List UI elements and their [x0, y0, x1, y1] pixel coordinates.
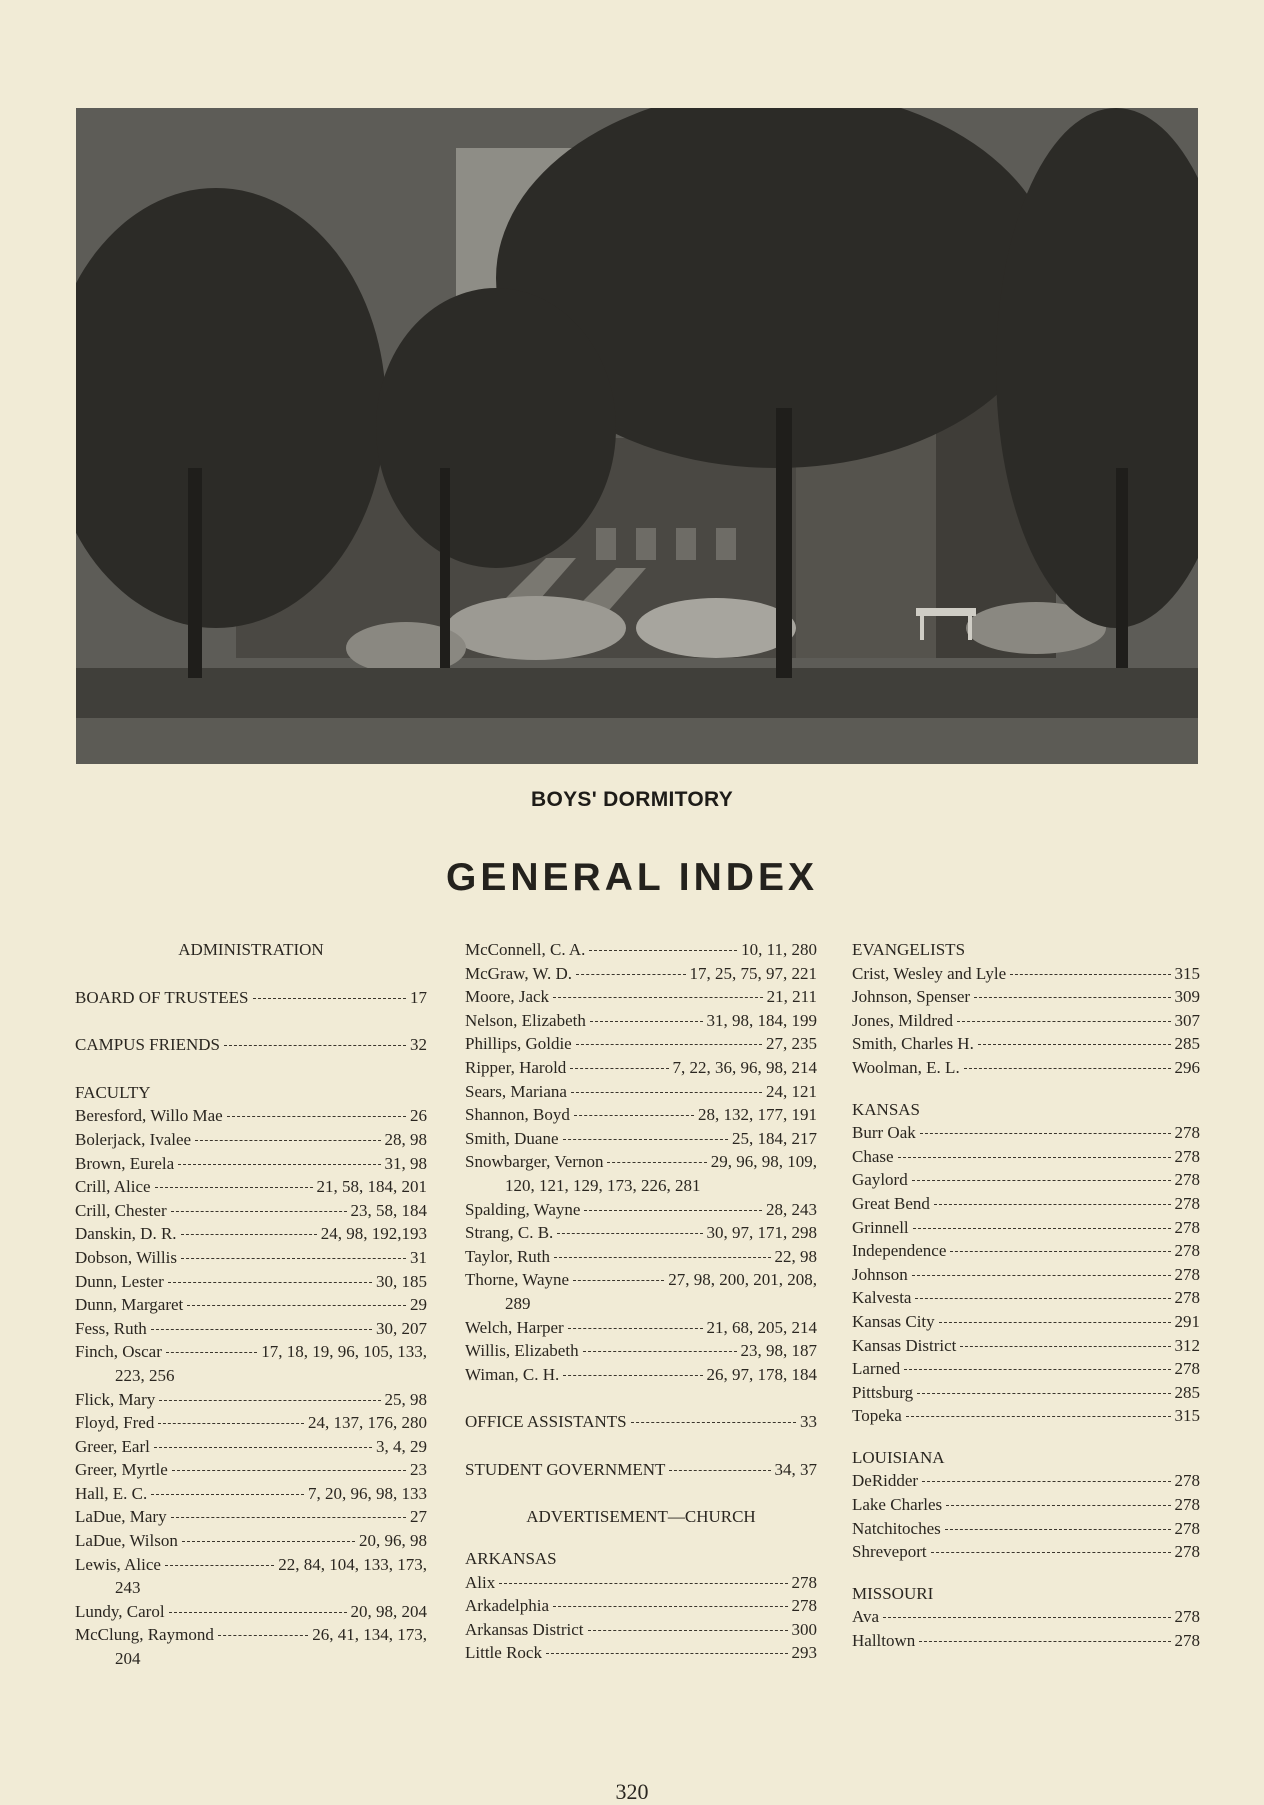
index-entry: [465, 1268, 817, 1292]
dot-leader: [155, 1187, 313, 1188]
index-entry-pages: 24, 137, 176, 280: [308, 1413, 427, 1433]
index-entry: [465, 1103, 817, 1127]
index-entry-name: McClung, Raymond: [75, 1625, 214, 1645]
index-entry: [75, 1411, 427, 1435]
faculty-heading: FACULTY: [75, 1082, 151, 1102]
index-entry-name: Nelson, Elizabeth: [465, 1010, 586, 1030]
index-entry-pages: 21, 68, 205, 214: [706, 1317, 817, 1337]
index-entry: [465, 985, 817, 1009]
index-entry-name: Crill, Alice: [75, 1177, 151, 1197]
index-entry: [852, 1310, 1200, 1334]
dot-leader: [166, 1352, 257, 1353]
index-entry-pages: 278: [1174, 1518, 1200, 1538]
index-entry-pages: 23, 98, 187: [740, 1341, 817, 1361]
index-entry-name: Alix: [465, 1572, 496, 1592]
index-entry-pages: 17, 18, 19, 96, 105, 133,: [261, 1342, 427, 1362]
dot-leader: [931, 1552, 1171, 1553]
index-entry-name: Little Rock: [465, 1643, 542, 1663]
dot-leader: [920, 1133, 1171, 1134]
index-entry-name: Kansas District: [852, 1335, 957, 1355]
dot-leader: [158, 1423, 304, 1424]
index-entry-board: BOARD OF TRUSTEES 17: [75, 987, 427, 1007]
index-entry: [75, 1623, 427, 1647]
index-entry-name: Smith, Duane: [465, 1128, 559, 1148]
dot-leader: [168, 1282, 372, 1283]
index-entry-pages: 278: [1174, 1631, 1200, 1651]
dot-leader: [934, 1204, 1171, 1205]
index-entry-name: Burr Oak: [852, 1123, 916, 1143]
index-entry-name: Independence: [852, 1241, 947, 1261]
dot-leader: [574, 1115, 694, 1116]
dot-leader: [974, 997, 1170, 998]
index-entry-name: Great Bend: [852, 1193, 930, 1213]
index-entry-name: Grinnell: [852, 1217, 909, 1237]
index-entry-name: Bolerjack, Ivalee: [75, 1129, 192, 1149]
dot-leader: [922, 1481, 1170, 1482]
index-entry-pages: 278: [1174, 1471, 1200, 1491]
index-entry-pages: 278: [1174, 1146, 1200, 1166]
index-entry-pages: 26: [410, 1106, 427, 1126]
index-entry-pages: 28, 132, 177, 191: [698, 1105, 817, 1125]
dot-leader: [218, 1635, 308, 1636]
index-entry: [75, 1199, 427, 1223]
index-entry: [852, 1009, 1200, 1033]
index-entry-pages: 309: [1174, 987, 1200, 1007]
index-entry: [465, 1056, 817, 1080]
index-entry-pages: 23, 58, 184: [350, 1200, 427, 1220]
index-entry: [852, 1263, 1200, 1287]
index-entry-pages: 26, 41, 134, 173,: [312, 1625, 427, 1645]
dot-leader: [945, 1529, 1171, 1530]
dot-leader: [906, 1416, 1171, 1417]
index-entry: [75, 1529, 427, 1553]
index-entry: [465, 1245, 817, 1269]
index-entry: [465, 1198, 817, 1222]
index-entry-pages: 315: [1174, 963, 1200, 983]
index-entry-name: LaDue, Wilson: [75, 1531, 178, 1551]
index-entry-pages: 7, 22, 36, 96, 98, 214: [672, 1057, 817, 1077]
index-entry-pages: 30, 185: [376, 1271, 427, 1291]
index-entry: [75, 1128, 427, 1152]
index-entry-pages: 3, 4, 29: [376, 1436, 427, 1456]
index-column-2: [465, 938, 817, 1665]
index-entry-name: Spalding, Wayne: [465, 1199, 581, 1219]
dot-leader: [557, 1233, 702, 1234]
dot-leader: [568, 1328, 703, 1329]
dot-leader: [915, 1298, 1170, 1299]
index-entry-name: Ripper, Harold: [465, 1057, 567, 1077]
index-entry-pages: 285: [1174, 1382, 1200, 1402]
dot-leader: [172, 1470, 406, 1471]
index-entry-name: McConnell, C. A.: [465, 940, 586, 959]
index-entry-name: Crist, Wesley and Lyle: [852, 963, 1007, 983]
index-entry-name: Shreveport: [852, 1542, 927, 1562]
index-entry-pages: 22, 98: [774, 1246, 817, 1266]
index-entry-name: Ava: [852, 1607, 880, 1627]
index-entry-name: Dobson, Willis: [75, 1247, 177, 1267]
index-entry-pages: 293: [791, 1643, 817, 1663]
dot-leader: [978, 1044, 1171, 1045]
index-entry-pages: 278: [1174, 1288, 1200, 1308]
index-entry-name: Smith, Charles H.: [852, 1034, 974, 1054]
index-entry-name: Floyd, Fred: [75, 1413, 155, 1433]
index-entry-continuation: 223, 256: [115, 1365, 175, 1385]
index-entry-pages: 278: [1174, 1123, 1200, 1143]
index-entry-pages: 28, 243: [766, 1199, 817, 1219]
dot-leader: [181, 1234, 317, 1235]
index-entry: [465, 1127, 817, 1151]
evangelists-heading: EVANGELISTS: [852, 940, 966, 959]
dot-leader: [607, 1162, 706, 1163]
index-entry-name: Johnson, Spenser: [852, 987, 971, 1007]
dot-leader: [195, 1140, 380, 1141]
index-entry: [852, 1540, 1200, 1564]
dot-leader: [553, 1606, 787, 1607]
index-entry: [852, 1145, 1200, 1169]
dot-leader: [913, 1228, 1171, 1229]
dot-leader: [576, 1044, 762, 1045]
dot-leader: [946, 1505, 1170, 1506]
advertisement-heading: ADVERTISEMENT—CHURCH: [526, 1507, 756, 1527]
dot-leader: [912, 1275, 1171, 1276]
dot-leader: [589, 950, 737, 951]
dot-leader: [499, 1583, 787, 1584]
index-entry-name: Larned: [852, 1359, 901, 1379]
index-entry-pages: 31, 98: [384, 1153, 427, 1173]
index-entry-name: Shannon, Boyd: [465, 1105, 570, 1125]
index-entry: [75, 1482, 427, 1506]
index-entry-pages: 278: [1174, 1241, 1200, 1261]
index-entry-pages: 23: [410, 1460, 427, 1480]
index-entry-name: Gaylord: [852, 1170, 908, 1190]
index-entry-name: Halltown: [852, 1631, 916, 1651]
index-entry-name: Jones, Mildred: [852, 1010, 954, 1030]
index-entry: [465, 1594, 817, 1618]
index-entry: [852, 985, 1200, 1009]
index-entry-name: Strang, C. B.: [465, 1223, 554, 1243]
index-column-3: [852, 938, 1200, 1653]
index-entry: [465, 1032, 817, 1056]
index-entry: [465, 1221, 817, 1245]
dot-leader: [563, 1375, 702, 1376]
index-entry: [852, 1121, 1200, 1145]
index-entry: [852, 1056, 1200, 1080]
index-entry: [852, 1334, 1200, 1358]
index-entry-pages: 30, 207: [376, 1318, 427, 1338]
index-entry: [75, 1340, 427, 1364]
dot-leader: [570, 1068, 668, 1069]
index-entry: [852, 1605, 1200, 1629]
index-entry-pages: 278: [1174, 1217, 1200, 1237]
index-entry-pages: 27: [410, 1507, 427, 1527]
index-entry-name: Greer, Earl: [75, 1436, 150, 1456]
index-entry-name: Natchitoches: [852, 1518, 941, 1538]
kansas-list: [852, 1121, 1200, 1428]
index-entry-name: Brown, Eurela: [75, 1153, 175, 1173]
dot-leader: [912, 1180, 1171, 1181]
index-entry-pages: 278: [1174, 1193, 1200, 1213]
index-entry: [75, 1505, 427, 1529]
index-entry-continuation: 289: [505, 1293, 531, 1313]
index-entry: [852, 1357, 1200, 1381]
index-entry-name: Welch, Harper: [465, 1317, 564, 1337]
index-entry-name: Kansas City: [852, 1311, 935, 1331]
evangelists-list: [852, 962, 1200, 1080]
index-entry-continuation: 204: [115, 1649, 141, 1669]
index-entry-pages: 27, 235: [766, 1034, 817, 1054]
index-entry: [75, 1458, 427, 1482]
index-entry-campus: CAMPUS FRIENDS 32: [75, 1035, 427, 1055]
index-entry-name: Kalvesta: [852, 1288, 912, 1308]
index-entry-pages: 10, 11, 280: [741, 940, 817, 959]
dot-leader: [178, 1164, 380, 1165]
page-title: GENERAL INDEX: [446, 856, 818, 899]
index-entry: [852, 962, 1200, 986]
dormitory-photo: [76, 108, 1198, 764]
index-entry-name: Dunn, Lester: [75, 1271, 164, 1291]
index-entry: [852, 1192, 1200, 1216]
index-entry-name: Dunn, Margaret: [75, 1295, 184, 1315]
index-entry-name: Danskin, D. R.: [75, 1224, 177, 1244]
photo-caption: BOYS' DORMITORY: [530, 788, 733, 811]
index-entry-name: Beresford, Willo Mae: [75, 1106, 223, 1126]
dot-leader: [919, 1641, 1170, 1642]
dot-leader: [584, 1210, 762, 1211]
index-entry-name: Arkansas District: [465, 1619, 584, 1639]
index-entry-pages: 278: [791, 1596, 817, 1616]
dot-leader: [964, 1068, 1171, 1069]
index-entry-pages: 278: [1174, 1264, 1200, 1284]
index-entry-pages: 291: [1174, 1311, 1200, 1331]
dot-leader: [171, 1517, 406, 1518]
index-entry-pages: 21, 58, 184, 201: [316, 1177, 427, 1197]
dot-leader: [553, 997, 763, 998]
index-entry: [852, 1286, 1200, 1310]
dot-leader: [583, 1351, 737, 1352]
index-entry-name: Flick, Mary: [75, 1389, 156, 1409]
index-entry-pages: 24, 121: [766, 1081, 817, 1101]
dormitory-photo-image: [76, 108, 1198, 764]
index-entry: [852, 1493, 1200, 1517]
index-entry: [75, 1293, 427, 1317]
index-entry-pages: 278: [1174, 1170, 1200, 1190]
index-entry: [465, 1316, 817, 1340]
dot-leader: [151, 1494, 304, 1495]
index-entry: [852, 1239, 1200, 1263]
index-entry-pages: 300: [791, 1619, 817, 1639]
index-entry-pages: 29, 96, 98, 109,: [710, 1152, 817, 1172]
kansas-heading: KANSAS: [852, 1099, 921, 1119]
dot-leader: [554, 1257, 770, 1258]
index-entry-name: LaDue, Mary: [75, 1507, 167, 1527]
index-entry-pages: 26, 97, 178, 184: [706, 1364, 817, 1384]
dot-leader: [182, 1541, 355, 1542]
dot-leader: [957, 1021, 1170, 1022]
index-entry: [75, 1317, 427, 1341]
index-entry: [75, 1553, 427, 1577]
index-entry-name: Lewis, Alice: [75, 1554, 161, 1574]
dot-leader: [187, 1305, 406, 1306]
index-entry: [852, 1032, 1200, 1056]
index-entry-name: Hall, E. C.: [75, 1483, 148, 1503]
index-entry-name: Wiman, C. H.: [465, 1364, 560, 1384]
dot-leader: [576, 974, 685, 975]
index-entry: [465, 1618, 817, 1642]
index-entry: [852, 1381, 1200, 1405]
index-entry: [465, 938, 817, 962]
dot-leader: [883, 1617, 1170, 1618]
index-entry: [465, 1363, 817, 1387]
index-entry-pages: 315: [1174, 1406, 1200, 1426]
dot-leader: [588, 1630, 788, 1631]
index-entry: [465, 1080, 817, 1104]
index-entry: [75, 1435, 427, 1459]
index-entry-student: STUDENT GOVERNMENT 34, 37: [465, 1459, 817, 1479]
index-column-1: [75, 938, 427, 1671]
index-entry-pages: 25, 184, 217: [732, 1128, 817, 1148]
index-entry-pages: 20, 96, 98: [359, 1531, 427, 1551]
index-entry-pages: 22, 84, 104, 133, 173,: [278, 1554, 427, 1574]
index-entry-pages: 31: [410, 1247, 427, 1267]
index-entry-pages: 25, 98: [384, 1389, 427, 1409]
index-entry-pages: 312: [1174, 1335, 1200, 1355]
index-entry: [75, 1104, 427, 1128]
index-entry-name: DeRidder: [852, 1471, 919, 1491]
dot-leader: [939, 1322, 1171, 1323]
dot-leader: [898, 1157, 1171, 1158]
index-entry-pages: 17, 25, 75, 97, 221: [689, 963, 817, 983]
index-entry: [75, 1246, 427, 1270]
index-entry-pages: 24, 98, 192,193: [320, 1224, 427, 1244]
index-entry-pages: 7, 20, 96, 98, 133: [308, 1483, 427, 1503]
index-entry-pages: 278: [1174, 1495, 1200, 1515]
index-entry: [465, 1339, 817, 1363]
index-entry-name: Willis, Elizabeth: [465, 1341, 579, 1361]
index-entry: [75, 1175, 427, 1199]
index-entry: [852, 1517, 1200, 1541]
index-entry: [75, 1600, 427, 1624]
index-entry-pages: 30, 97, 171, 298: [706, 1223, 817, 1243]
index-entry: [75, 1270, 427, 1294]
index-entry-pages: 278: [1174, 1607, 1200, 1627]
dot-leader: [563, 1139, 729, 1140]
index-entry-name: Woolman, E. L.: [852, 1057, 960, 1077]
index-entry-pages: 20, 98, 204: [350, 1601, 427, 1621]
index-entry: [465, 1641, 817, 1665]
dot-leader: [590, 1021, 703, 1022]
index-entry-name: Johnson: [852, 1264, 908, 1284]
arkansas-list: [465, 1571, 817, 1665]
index-entry-name: Phillips, Goldie: [465, 1034, 572, 1054]
dot-leader: [165, 1565, 274, 1566]
index-entry-pages: 27, 98, 200, 201, 208,: [668, 1270, 817, 1290]
index-entry: [852, 1168, 1200, 1192]
index-entry-continuation: 243: [115, 1578, 141, 1598]
index-entry-pages: 21, 211: [766, 987, 817, 1007]
index-entry-name: Sears, Mariana: [465, 1081, 567, 1101]
faculty-list: [75, 1104, 427, 1670]
dot-leader: [171, 1211, 347, 1212]
index-entry-name: Moore, Jack: [465, 987, 550, 1007]
arkansas-heading: ARKANSAS: [465, 1549, 557, 1569]
index-entry-name: Topeka: [852, 1406, 902, 1426]
index-entry: [852, 1216, 1200, 1240]
index-entry-name: Snowbarger, Vernon: [465, 1152, 604, 1172]
index-entry: [852, 1629, 1200, 1653]
index-entry-pages: 285: [1174, 1034, 1200, 1054]
page-number: 320: [615, 1779, 649, 1804]
index-entry-name: Fess, Ruth: [75, 1318, 147, 1338]
index-entry-pages: 278: [1174, 1359, 1200, 1379]
dot-leader: [1010, 974, 1170, 975]
faculty-list-cont: [465, 938, 817, 1386]
dot-leader: [151, 1329, 372, 1330]
index-entry: [465, 962, 817, 986]
index-entry-office: OFFICE ASSISTANTS 33: [465, 1412, 817, 1432]
index-entry-name: Taylor, Ruth: [465, 1246, 551, 1266]
dot-leader: [904, 1369, 1170, 1370]
index-entry-pages: 296: [1174, 1057, 1200, 1077]
dot-leader: [950, 1251, 1170, 1252]
dot-leader: [159, 1400, 380, 1401]
dot-leader: [154, 1447, 372, 1448]
index-entry-pages: 28, 98: [384, 1129, 427, 1149]
index-entry-name: Greer, Myrtle: [75, 1460, 168, 1480]
index-entry-pages: 278: [791, 1572, 817, 1592]
missouri-list: [852, 1605, 1200, 1652]
index-entry: [465, 1150, 817, 1174]
index-entry-name: Arkadelphia: [465, 1596, 550, 1616]
index-entry-name: Lundy, Carol: [75, 1601, 165, 1621]
index-entry-name: Chase: [852, 1146, 894, 1166]
index-entry-pages: 31, 98, 184, 199: [706, 1010, 817, 1030]
dot-leader: [573, 1280, 664, 1281]
dot-leader: [227, 1116, 406, 1117]
index-entry: [75, 1152, 427, 1176]
missouri-heading: MISSOURI: [852, 1583, 934, 1603]
index-entry: [852, 1404, 1200, 1428]
index-entry-name: Crill, Chester: [75, 1200, 167, 1220]
index-entry: [75, 1388, 427, 1412]
index-entry-name: Finch, Oscar: [75, 1342, 162, 1362]
dot-leader: [917, 1393, 1170, 1394]
index-entry-name: McGraw, W. D.: [465, 963, 573, 983]
dot-leader: [960, 1346, 1170, 1347]
index-entry-pages: 29: [410, 1295, 427, 1315]
index-entry-continuation: 120, 121, 129, 173, 226, 281: [505, 1175, 701, 1195]
index-entry: [75, 1222, 427, 1246]
louisiana-heading: LOUISIANA: [852, 1447, 945, 1467]
dot-leader: [546, 1653, 788, 1654]
dot-leader: [571, 1092, 762, 1093]
index-entry: [852, 1469, 1200, 1493]
administration-heading: ADMINISTRATION: [178, 940, 324, 959]
index-entry-name: Thorne, Wayne: [465, 1270, 570, 1290]
dot-leader: [169, 1612, 347, 1613]
index-entry-pages: 278: [1174, 1542, 1200, 1562]
index-entry-name: Pittsburg: [852, 1382, 914, 1402]
index-entry: [465, 1009, 817, 1033]
index-entry-name: Lake Charles: [852, 1495, 943, 1515]
louisiana-list: [852, 1469, 1200, 1563]
index-entry-pages: 307: [1174, 1010, 1200, 1030]
dot-leader: [181, 1258, 406, 1259]
index-entry: [465, 1571, 817, 1595]
